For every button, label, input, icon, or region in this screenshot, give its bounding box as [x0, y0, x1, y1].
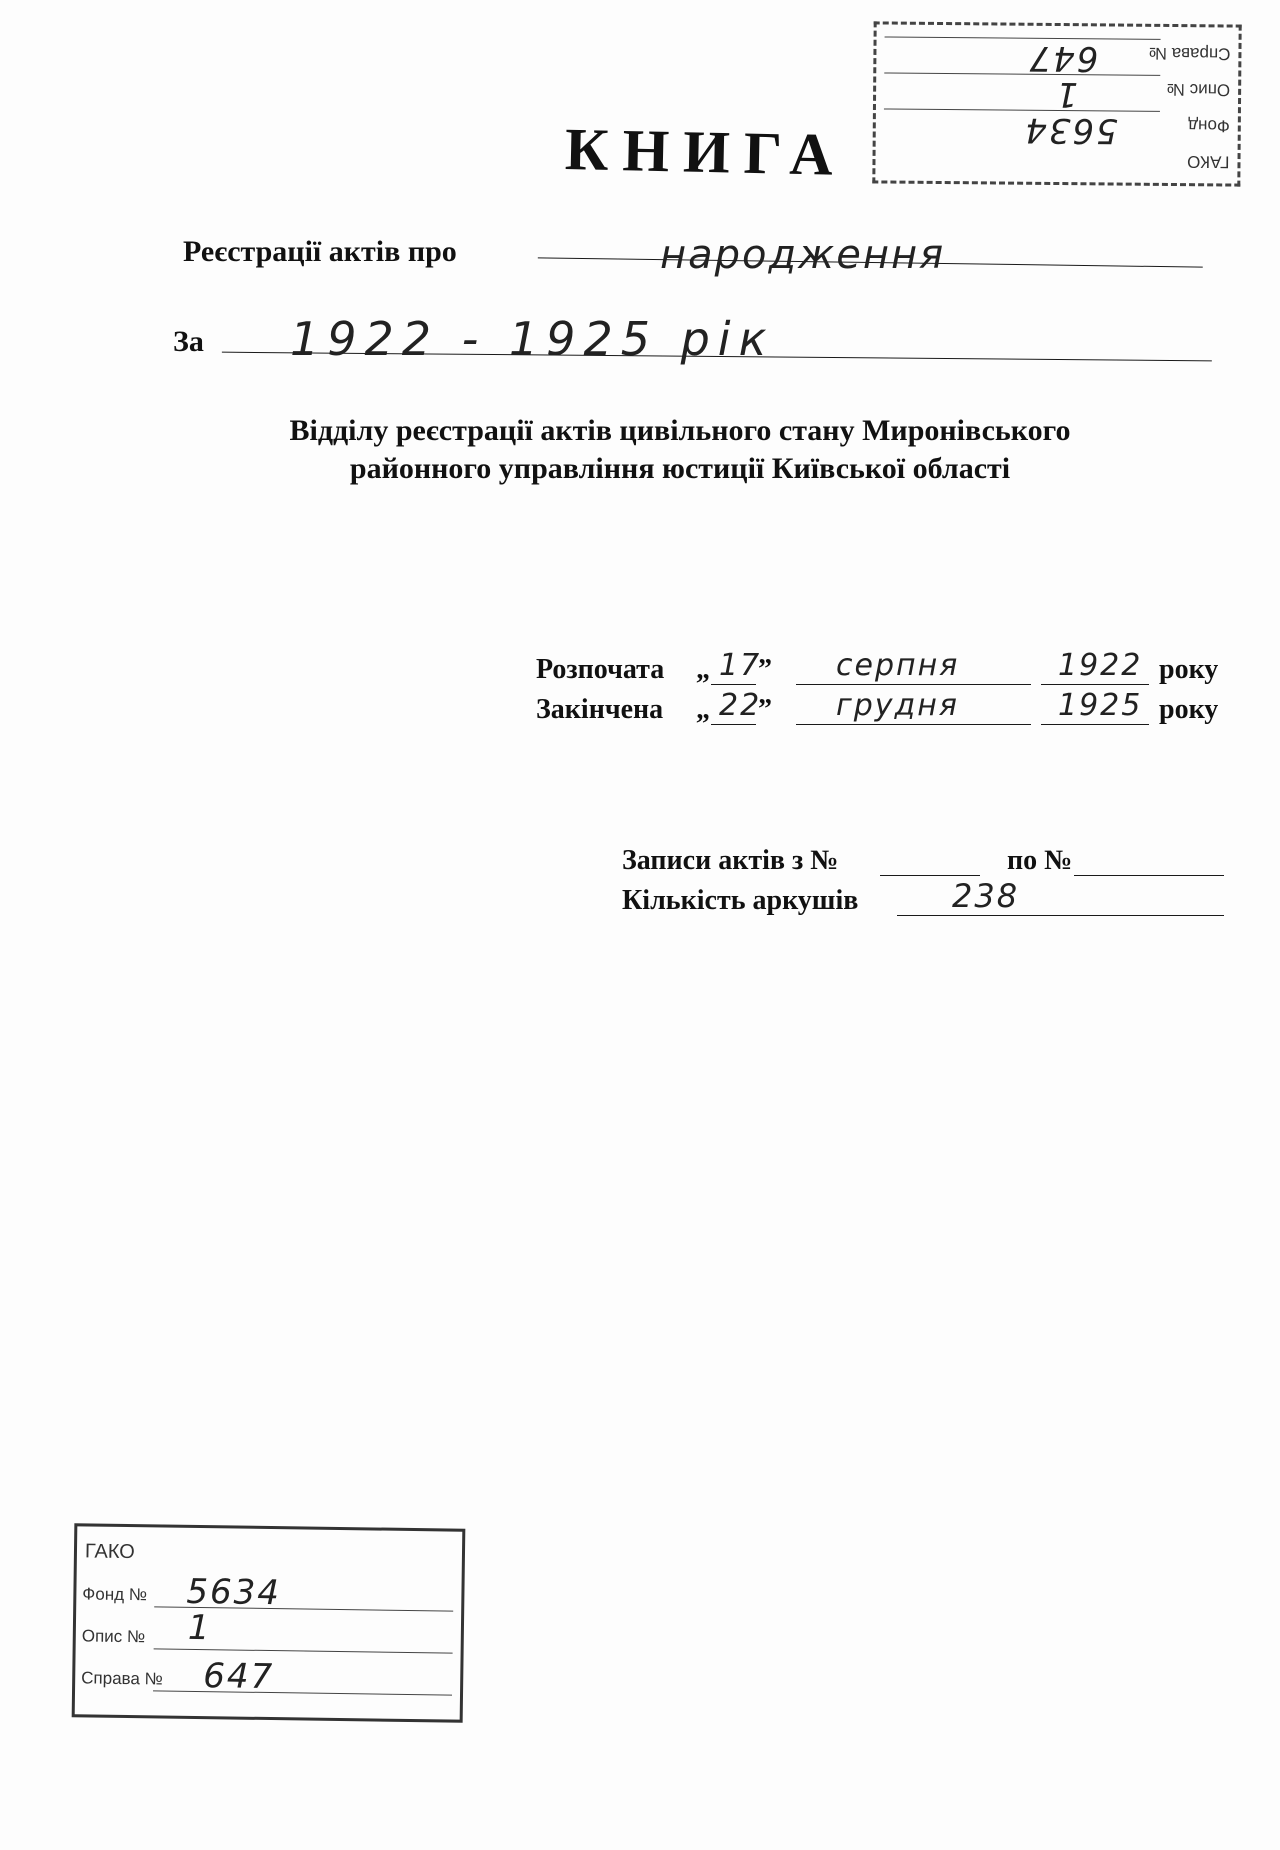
stamp-top-opys-label: Опис №	[1166, 79, 1231, 100]
started-quote-close: ”	[758, 654, 772, 685]
archive-stamp-top	[872, 21, 1241, 186]
book-title: КНИГА	[564, 116, 848, 188]
stamp-bottom-opys-value: 1	[187, 1607, 212, 1649]
stamp-bottom-row-fond	[76, 1572, 462, 1617]
started-day: 17	[719, 648, 762, 683]
stamp-bottom-fond-label: Фонд №	[82, 1584, 148, 1605]
stamp-bottom-opys-label: Опис №	[81, 1626, 146, 1647]
finished-year: 1925	[1058, 688, 1143, 723]
stamp-bottom-sprava-value: 647	[202, 1656, 275, 1698]
stamp-bottom-fond-value: 5634	[186, 1571, 282, 1614]
stamp-top-fond-label: Фонд	[1188, 116, 1230, 136]
department-line-2: районного управління юстиції Київської області	[349, 452, 1011, 485]
period-label: За	[173, 325, 204, 358]
registration-label: Реєстрації актів про	[183, 235, 457, 268]
stamp-top-archive-label: ГАКО	[1187, 152, 1230, 172]
started-month: серпня	[836, 648, 960, 683]
department-name	[180, 412, 1180, 488]
started-label: Розпочата	[536, 654, 665, 685]
stamp-bottom-archive-label: ГАКО	[84, 1540, 135, 1564]
stamp-top-row-sprava	[876, 30, 1238, 79]
finished-month: грудня	[836, 688, 959, 723]
sheets-label: Кількість аркушів	[622, 885, 859, 916]
finished-row	[536, 688, 1236, 730]
stamp-bottom-row-opys	[76, 1607, 462, 1659]
finished-suffix: року	[1159, 694, 1219, 725]
stamp-bottom-row-sprava	[75, 1656, 461, 1701]
finished-label: Закінчена	[536, 694, 664, 725]
period-value: 1922 - 1925 рік	[290, 312, 775, 366]
started-quote-open: „	[696, 654, 710, 685]
finished-day: 22	[719, 688, 762, 723]
started-row	[536, 648, 1236, 690]
sheets-row	[622, 877, 1232, 921]
stamp-top-opys-value: 1	[1054, 73, 1079, 115]
department-line-1: Відділу реєстрації актів цивільного стану Миронівського	[289, 414, 1071, 447]
archive-stamp-bottom	[72, 1523, 466, 1722]
stamp-top-fond-value: 5634	[1023, 109, 1118, 151]
stamp-top-sprava-label: Справа №	[1148, 43, 1231, 64]
started-year: 1922	[1058, 648, 1143, 683]
records-to-label: по №	[1007, 845, 1073, 876]
registration-value: народження	[660, 232, 946, 278]
started-suffix: року	[1159, 654, 1219, 685]
finished-quote-close: ”	[758, 694, 772, 725]
sheets-value: 238	[952, 877, 1020, 915]
stamp-top-sprava-value: 647	[1027, 37, 1099, 79]
finished-quote-open: „	[696, 694, 710, 725]
stamp-bottom-sprava-label: Справа №	[81, 1668, 163, 1689]
records-row	[622, 845, 1232, 881]
records-from-label: Записи актів з №	[622, 845, 839, 876]
stamp-bottom-row-archive	[77, 1530, 463, 1575]
